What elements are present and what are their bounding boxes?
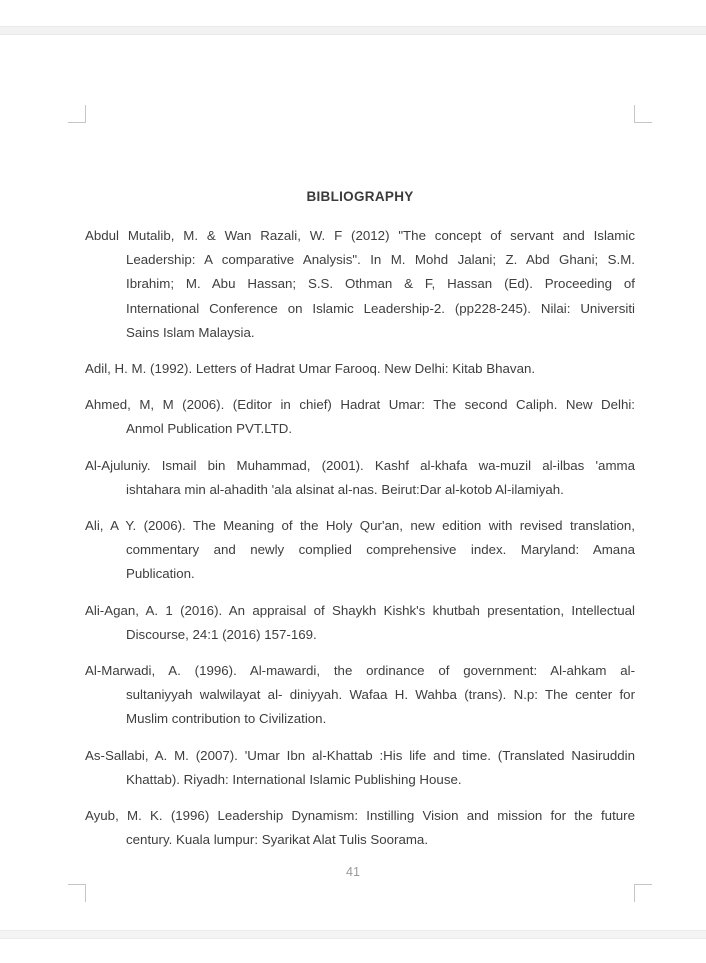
- bibliography-entry-line: Ahmed, M, M (2006). (Editor in chief) Hadrat Umar: The second Caliph. New Delhi:: [85, 397, 635, 413]
- bibliography-entry-line: As-Sallabi, A. M. (2007). 'Umar Ibn al-Khattab :His life and time. (Translated Nasiruddin: [85, 747, 635, 763]
- bibliography-entry-line: ishtahara min al-ahadith 'ala alsinat al-nas. Beirut:Dar al-kotob Al-ilamiyah.: [126, 481, 564, 497]
- text-boundary-mark-top-right: [634, 105, 652, 123]
- bibliography-entry-line: Muslim contribution to Civilization.: [126, 711, 327, 727]
- bibliography-list: [85, 224, 635, 864]
- bibliography-entry-line: Publication.: [126, 566, 195, 582]
- bibliography-entry-line: sultaniyyah walwilayat al- diniyyah. Wafaa H. Wahba (trans). N.p: The center for: [126, 687, 635, 703]
- bibliography-entry: [85, 659, 635, 732]
- text-boundary-mark-bottom-right: [634, 884, 652, 902]
- bibliography-entry-line: Khattab). Riyadh: International Islamic Publishing House.: [126, 771, 462, 787]
- bibliography-entry-line: Al-Ajuluniy. Ismail bin Muhammad, (2001). Kashf al-khafa wa-muzil al-ilbas 'amma: [85, 457, 635, 473]
- text-boundary-mark-top-left: [68, 105, 86, 123]
- bibliography-entry-line: Ali-Agan, A. 1 (2016). An appraisal of Shaykh Kishk's khutbah presentation, Intellectual: [85, 602, 635, 618]
- bibliography-entry-line: Anmol Publication PVT.LTD.: [126, 421, 293, 437]
- bibliography-entry-line: Adil, H. M. (1992). Letters of Hadrat Umar Farooq. New Delhi: Kitab Bhavan.: [85, 361, 536, 377]
- bibliography-entry-line: century. Kuala lumpur: Syarikat Alat Tulis Soorama.: [126, 832, 429, 848]
- bibliography-entry-line: Ayub, M. K. (1996) Leadership Dynamism: Instilling Vision and mission for the future: [85, 808, 635, 824]
- bibliography-entry-line: Abdul Mutalib, M. & Wan Razali, W. F (2012) "The concept of servant and Islamic: [85, 228, 635, 243]
- page-separator-top: [0, 26, 706, 35]
- bibliography-entry-line: Discourse, 24:1 (2016) 157-169.: [126, 626, 317, 642]
- bibliography-entry: [85, 804, 635, 852]
- bibliography-entry: [85, 393, 635, 441]
- bibliography-entry-line: International Conference on Islamic Leadership-2. (pp228-245). Nilai: Universiti: [126, 300, 635, 316]
- bibliography-entry-line: Leadership: A comparative Analysis". In M. Mohd Jalani; Z. Abd Ghani; S.M.: [126, 252, 635, 268]
- page-separator-bottom: [0, 930, 706, 939]
- text-boundary-mark-bottom-left: [68, 884, 86, 902]
- bibliography-entry: [85, 514, 635, 587]
- bibliography-entry: [85, 599, 635, 647]
- bibliography-entry-line: Sains Islam Malaysia.: [126, 324, 255, 340]
- bibliography-entry-line: commentary and newly complied comprehensive index. Maryland: Amana: [126, 542, 635, 558]
- bibliography-entry-line: Ibrahim; M. Abu Hassan; S.S. Othman & F, Hassan (Ed). Proceeding of: [126, 276, 635, 292]
- bibliography-entry: [85, 454, 635, 502]
- page-title: BIBLIOGRAPHY: [306, 189, 414, 204]
- bibliography-entry: [85, 357, 635, 381]
- bibliography-entry-line: Ali, A Y. (2006). The Meaning of the Holy Qur'an, new edition with revised translation,: [85, 518, 635, 534]
- bibliography-entry: [85, 224, 635, 345]
- bibliography-entry-line: Al-Marwadi, A. (1996). Al-mawardi, the ordinance of government: Al-ahkam al-: [85, 663, 635, 679]
- page-number: 41: [346, 865, 360, 879]
- bibliography-entry: [85, 744, 635, 792]
